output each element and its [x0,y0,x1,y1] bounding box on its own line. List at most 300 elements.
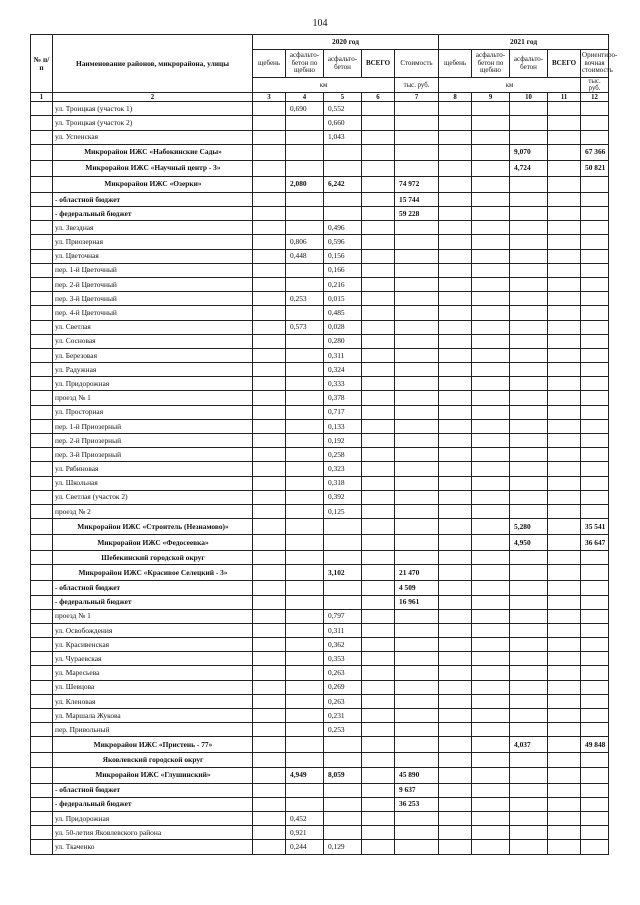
value-cell [510,192,548,206]
value-cell [472,490,510,504]
header-2020-asphalt-on-gravel: асфальто-бетон по щебню [286,50,324,78]
value-cell [581,277,609,291]
value-cell [439,535,472,551]
value-cell [510,680,548,694]
value-cell [439,666,472,680]
row-name-cell: Микрорайон ИЖС «Научный центр - 3» [53,160,253,176]
value-cell: 36 647 [581,535,609,551]
row-name-cell: ул. Школьная [53,476,253,490]
value-cell [324,737,362,753]
value-cell [510,767,548,783]
value-cell [253,581,286,595]
unit-km-2021: км [439,78,581,93]
value-cell: 0,244 [286,840,324,854]
col-number: 2 [53,93,253,102]
unit-cost-2021: тыс. руб. [581,78,609,93]
value-cell [472,434,510,448]
row-number-cell [31,638,53,652]
value-cell: 0,125 [324,504,362,518]
value-cell [324,581,362,595]
value-cell [581,116,609,130]
header-year-2020: 2020 год [253,35,439,50]
value-cell [395,811,439,825]
value-cell [253,811,286,825]
value-cell [548,623,581,637]
value-cell [362,840,395,854]
row-number-cell [31,102,53,116]
value-cell [324,551,362,565]
value-cell [548,519,581,535]
value-cell [253,334,286,348]
row-number-cell [31,263,53,277]
value-cell [286,680,324,694]
value-cell [439,221,472,235]
value-cell [362,609,395,623]
value-cell [253,623,286,637]
value-cell [253,102,286,116]
value-cell [439,519,472,535]
value-cell: 15 744 [395,192,439,206]
value-cell [510,666,548,680]
row-number-cell [31,783,53,797]
table-row [31,680,609,694]
value-cell: 4,037 [510,737,548,753]
value-cell [395,102,439,116]
value-cell [286,609,324,623]
value-cell [439,434,472,448]
value-cell [581,130,609,144]
value-cell [253,476,286,490]
table-row [31,709,609,723]
value-cell [253,680,286,694]
value-cell [510,277,548,291]
value-cell: 0,717 [324,405,362,419]
value-cell [581,419,609,433]
value-cell [548,753,581,767]
value-cell: 0,156 [324,249,362,263]
value-cell [548,666,581,680]
value-cell [548,405,581,419]
col-number: 1 [31,93,53,102]
value-cell [510,334,548,348]
value-cell [395,277,439,291]
table-row [31,840,609,854]
value-cell [362,753,395,767]
row-name-cell: ул. 50-летия Яковлевского района [53,826,253,840]
value-cell [548,348,581,362]
row-name-cell: ул. Радужная [53,363,253,377]
value-cell [253,826,286,840]
value-cell [362,144,395,160]
value-cell [510,565,548,581]
value-cell [472,320,510,334]
header-2021-cost: Ориентиро-вочная стоимость [581,50,609,78]
value-cell [548,638,581,652]
value-cell [510,783,548,797]
value-cell [439,462,472,476]
value-cell [362,535,395,551]
value-cell [286,652,324,666]
row-number-cell [31,391,53,405]
budget-row [31,783,609,797]
value-cell: 16 961 [395,595,439,609]
row-number-cell [31,666,53,680]
value-cell [395,235,439,249]
table-row [31,377,609,391]
value-cell [439,767,472,783]
value-cell [362,348,395,362]
value-cell [472,737,510,753]
value-cell [472,334,510,348]
value-cell [439,609,472,623]
value-cell [286,694,324,708]
value-cell [472,551,510,565]
value-cell [472,723,510,737]
value-cell [286,753,324,767]
value-cell [510,391,548,405]
value-cell [362,680,395,694]
value-cell [581,292,609,306]
value-cell [581,840,609,854]
value-cell [286,666,324,680]
row-number-cell [31,490,53,504]
value-cell [472,192,510,206]
value-cell: 0,166 [324,263,362,277]
row-number-cell [31,448,53,462]
value-cell [362,811,395,825]
value-cell [439,176,472,192]
value-cell [439,723,472,737]
value-cell [395,405,439,419]
value-cell [362,249,395,263]
value-cell [472,595,510,609]
table-row [31,419,609,433]
value-cell [510,292,548,306]
row-number-cell [31,160,53,176]
table-row [31,391,609,405]
row-number-cell [31,434,53,448]
value-cell [548,116,581,130]
value-cell [324,519,362,535]
value-cell [286,144,324,160]
row-number-cell [31,462,53,476]
value-cell [395,462,439,476]
value-cell [286,535,324,551]
value-cell [548,680,581,694]
value-cell [472,797,510,811]
value-cell [253,130,286,144]
row-name-cell: пер. 1-й Цветочный [53,263,253,277]
value-cell [395,504,439,518]
value-cell [362,519,395,535]
value-cell [439,595,472,609]
value-cell [581,207,609,221]
value-cell [395,391,439,405]
value-cell [439,504,472,518]
value-cell [472,363,510,377]
value-cell [472,405,510,419]
row-name-cell: ул. Маресьева [53,666,253,680]
table-row [31,334,609,348]
region-row [31,565,609,581]
budget-row [31,581,609,595]
value-cell [286,504,324,518]
value-cell [253,207,286,221]
value-cell [362,192,395,206]
col-number: 3 [253,93,286,102]
value-cell [581,694,609,708]
row-number-cell [31,207,53,221]
value-cell [286,709,324,723]
table-row [31,638,609,652]
row-name-cell: ул. Просторная [53,405,253,419]
value-cell [286,363,324,377]
value-cell [362,405,395,419]
value-cell [548,292,581,306]
value-cell [581,595,609,609]
value-cell [510,840,548,854]
column-numbers-row [31,93,609,102]
value-cell [510,405,548,419]
row-name-cell: ул. Светлая (участок 2) [53,490,253,504]
value-cell [324,826,362,840]
value-cell [581,581,609,595]
value-cell [472,476,510,490]
col-number: 8 [439,93,472,102]
value-cell [362,652,395,666]
table-row [31,811,609,825]
value-cell [548,130,581,144]
row-name-cell: проезд № 1 [53,391,253,405]
value-cell [395,448,439,462]
value-cell [510,116,548,130]
value-cell: 50 821 [581,160,609,176]
value-cell [253,448,286,462]
value-cell [472,144,510,160]
row-number-cell [31,249,53,263]
row-number-cell [31,709,53,723]
value-cell [510,709,548,723]
value-cell [439,391,472,405]
value-cell [253,377,286,391]
value-cell [362,565,395,581]
value-cell [510,235,548,249]
value-cell [439,623,472,637]
value-cell [472,130,510,144]
row-number-cell [31,840,53,854]
value-cell [395,116,439,130]
value-cell [286,797,324,811]
value-cell [395,680,439,694]
value-cell [253,666,286,680]
value-cell [324,207,362,221]
row-name-cell: пер. 3-й Цветочный [53,292,253,306]
value-cell: 0,129 [324,840,362,854]
row-name-cell: пер. 1-й Приозерный [53,419,253,433]
row-name-cell: Шебекинский городской округ [53,551,253,565]
value-cell [472,306,510,320]
value-cell [439,363,472,377]
value-cell [439,638,472,652]
row-number-cell [31,826,53,840]
value-cell: 0,333 [324,377,362,391]
value-cell [439,377,472,391]
row-number-cell [31,306,53,320]
row-number-cell [31,363,53,377]
value-cell [253,144,286,160]
value-cell [548,709,581,723]
value-cell: 0,192 [324,434,362,448]
value-cell: 4 509 [395,581,439,595]
value-cell [472,160,510,176]
value-cell [472,811,510,825]
value-cell: 0,263 [324,694,362,708]
value-cell [253,652,286,666]
row-name-cell: Микрорайон ИЖС «Красивое Селецкий - 3» [53,565,253,581]
col-number: 6 [362,93,395,102]
value-cell: 59 228 [395,207,439,221]
value-cell [362,462,395,476]
value-cell [286,207,324,221]
value-cell [253,723,286,737]
value-cell [253,797,286,811]
budget-row [31,797,609,811]
value-cell [510,476,548,490]
value-cell [286,581,324,595]
value-cell [286,434,324,448]
value-cell [510,581,548,595]
value-cell [395,666,439,680]
region-row [31,519,609,535]
value-cell [510,551,548,565]
value-cell [472,249,510,263]
value-cell [548,694,581,708]
value-cell [253,609,286,623]
value-cell [548,306,581,320]
value-cell [362,419,395,433]
value-cell [253,405,286,419]
value-cell [439,306,472,320]
value-cell [548,249,581,263]
value-cell [362,476,395,490]
col-number: 7 [395,93,439,102]
value-cell: 36 253 [395,797,439,811]
value-cell [286,723,324,737]
value-cell: 0,324 [324,363,362,377]
value-cell [286,595,324,609]
value-cell [439,448,472,462]
value-cell [548,535,581,551]
value-cell [324,160,362,176]
value-cell [253,221,286,235]
value-cell [395,737,439,753]
value-cell [472,519,510,535]
value-cell [548,595,581,609]
row-name-cell: Микрорайон ИЖС «Федосеевка» [53,535,253,551]
value-cell [439,277,472,291]
table-row [31,235,609,249]
value-cell [581,811,609,825]
header-2020-total: ВСЕГО [362,50,395,78]
value-cell [472,448,510,462]
value-cell [395,221,439,235]
value-cell [286,519,324,535]
row-name-cell: проезд № 1 [53,609,253,623]
value-cell: 21 470 [395,565,439,581]
value-cell [253,767,286,783]
value-cell [548,490,581,504]
value-cell [362,504,395,518]
value-cell [548,797,581,811]
value-cell [253,277,286,291]
value-cell [362,448,395,462]
value-cell [581,221,609,235]
value-cell [324,797,362,811]
value-cell [439,753,472,767]
row-number-cell [31,235,53,249]
value-cell [581,249,609,263]
header-2021-total: ВСЕГО [548,50,581,78]
value-cell: 0,806 [286,235,324,249]
row-name-cell: - областной бюджет [53,192,253,206]
header-year-2021: 2021 год [439,35,609,50]
table-row [31,130,609,144]
value-cell: 0,258 [324,448,362,462]
value-cell: 0,263 [324,666,362,680]
value-cell: 67 366 [581,144,609,160]
table-row [31,221,609,235]
region-row [31,767,609,783]
value-cell [510,102,548,116]
value-cell [395,519,439,535]
row-name-cell: ул. Цветочная [53,249,253,263]
value-cell [362,826,395,840]
value-cell [286,638,324,652]
table-row [31,694,609,708]
value-cell [253,363,286,377]
value-cell [286,737,324,753]
value-cell: 0,448 [286,249,324,263]
value-cell: 4,949 [286,767,324,783]
value-cell [439,581,472,595]
value-cell [395,623,439,637]
value-cell [472,504,510,518]
value-cell: 0,311 [324,623,362,637]
value-cell [362,160,395,176]
row-number-cell [31,753,53,767]
value-cell [286,377,324,391]
row-name-cell: - федеральный бюджет [53,797,253,811]
value-cell [395,348,439,362]
value-cell [253,292,286,306]
value-cell [253,306,286,320]
value-cell [395,160,439,176]
value-cell [510,638,548,652]
row-number-cell [31,221,53,235]
value-cell [286,783,324,797]
value-cell [510,811,548,825]
value-cell [253,348,286,362]
value-cell [510,306,548,320]
row-number-cell [31,348,53,362]
value-cell [472,680,510,694]
value-cell [548,652,581,666]
table-row [31,652,609,666]
row-number-cell [31,797,53,811]
value-cell: 45 890 [395,767,439,783]
value-cell [510,797,548,811]
value-cell [362,490,395,504]
